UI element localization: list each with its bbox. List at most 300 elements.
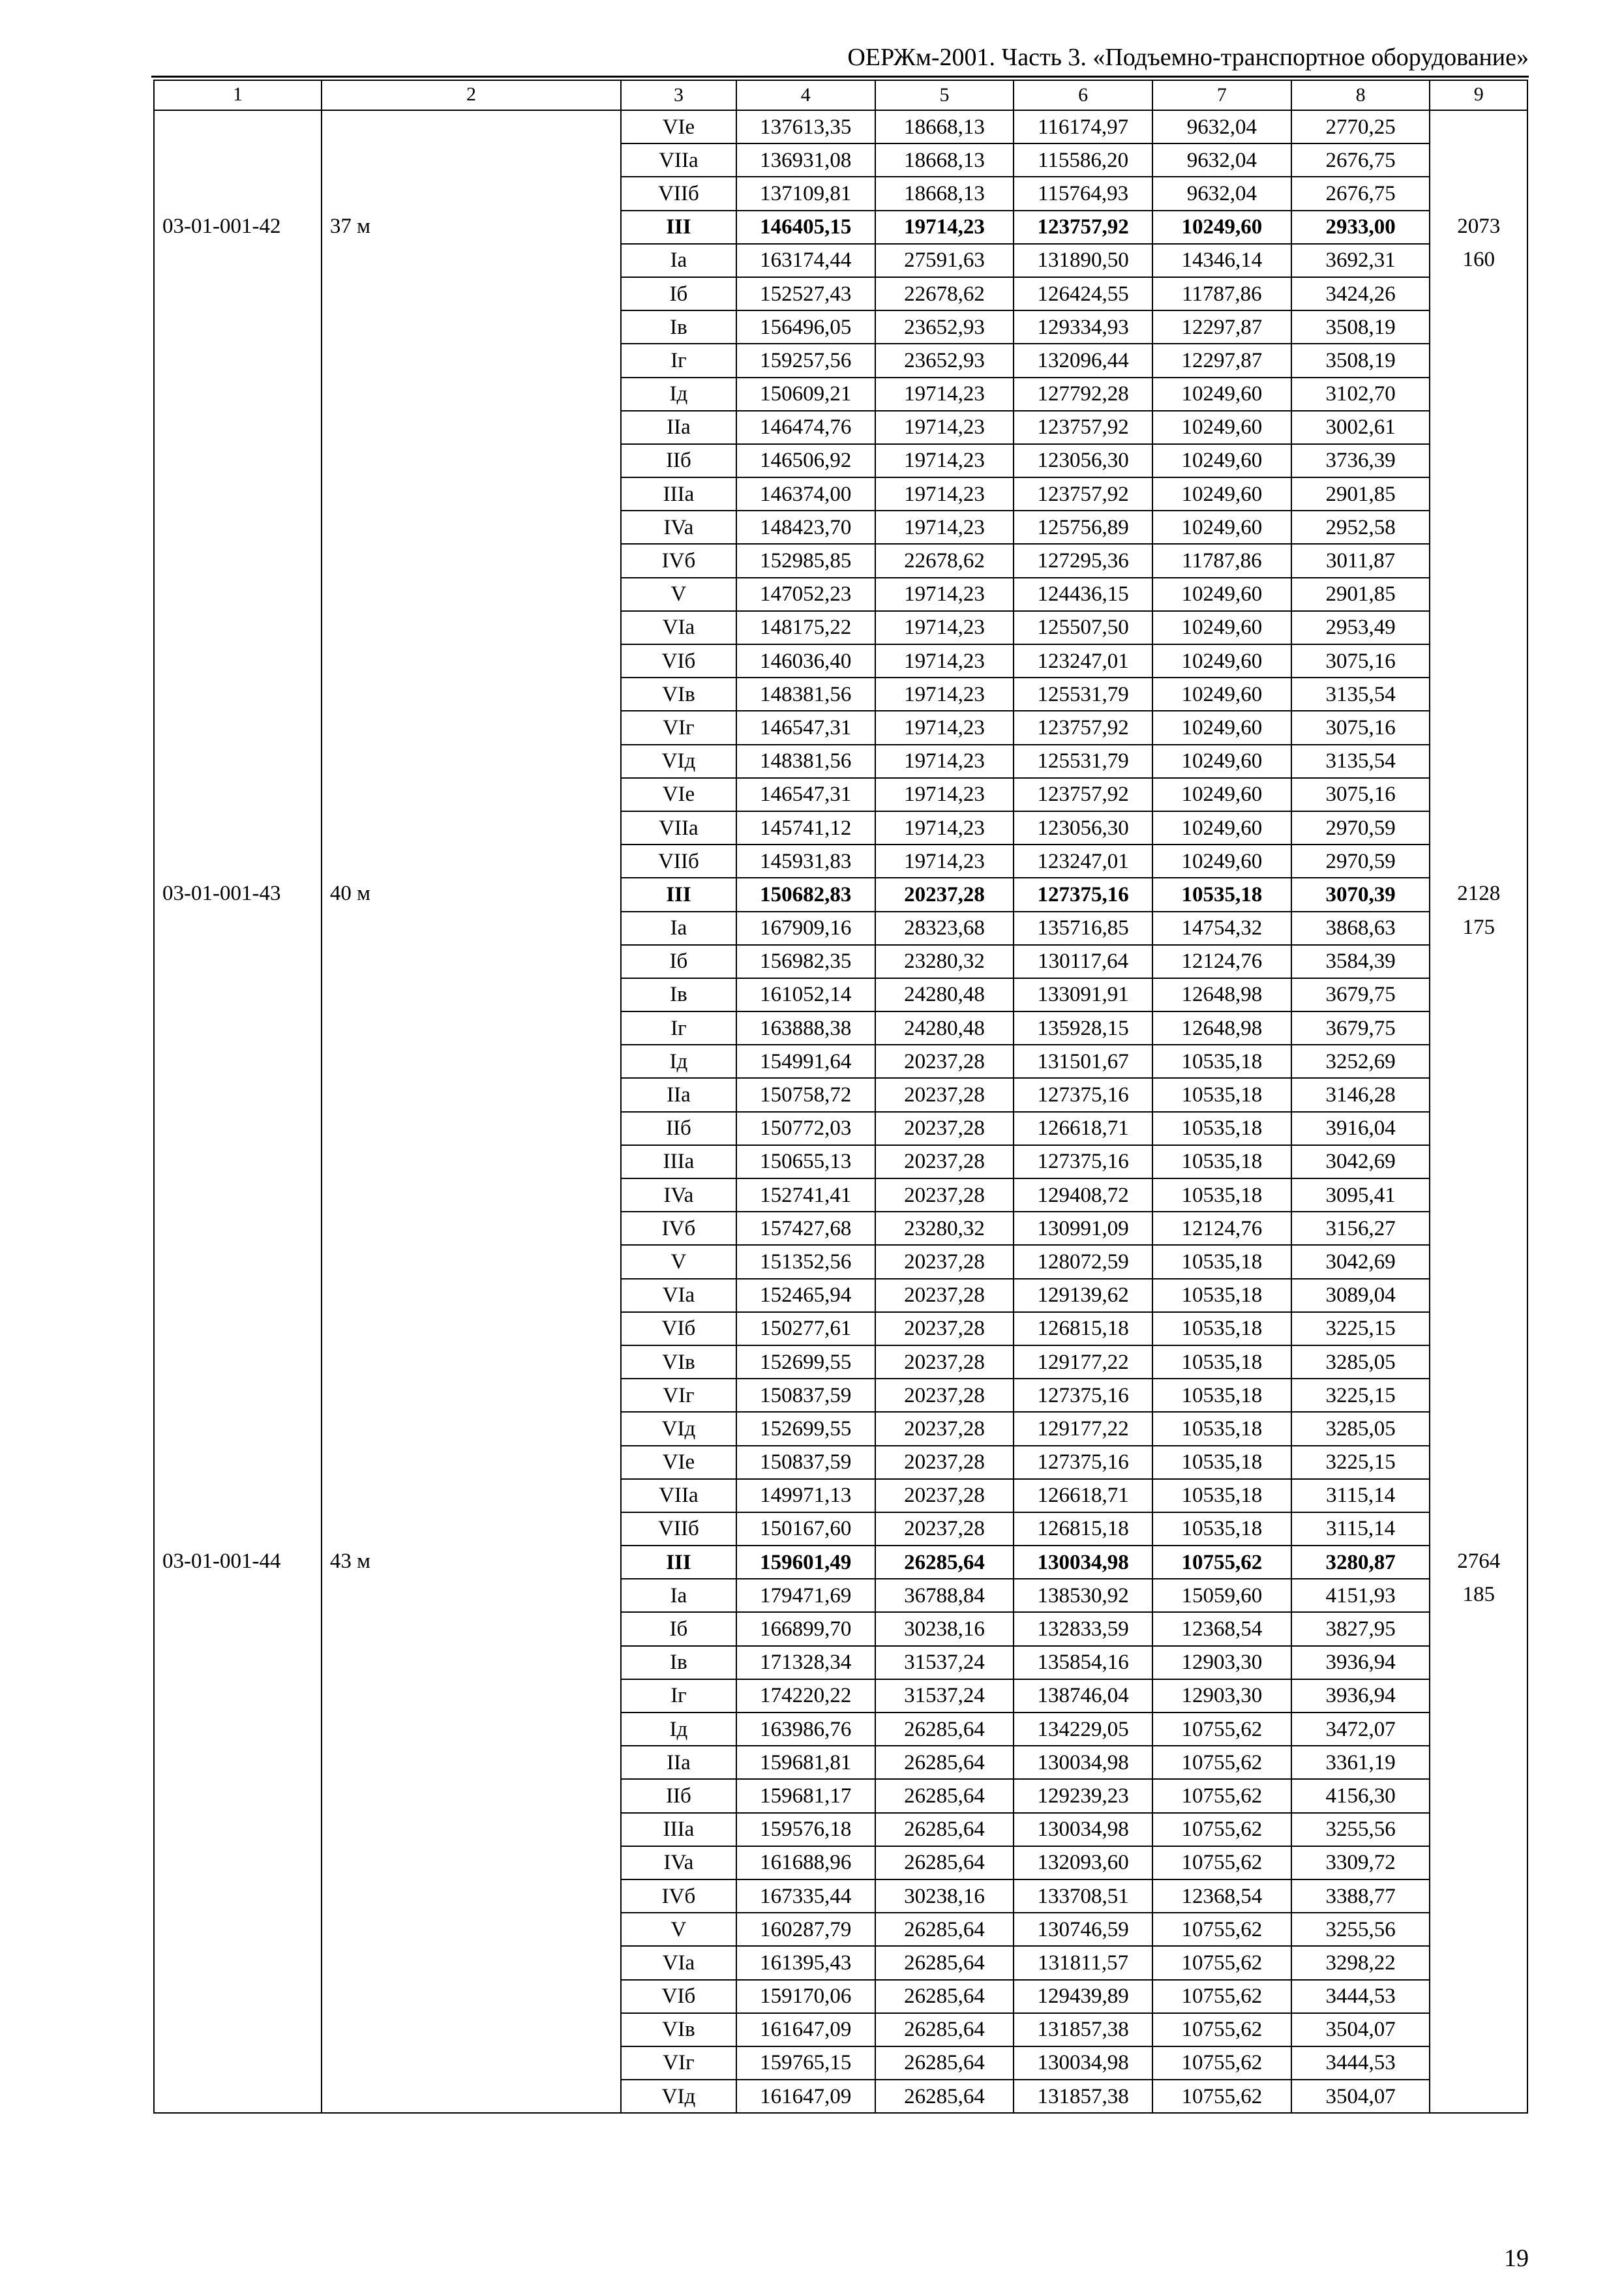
name-cell — [322, 1713, 621, 1746]
column9-cell: 2764 — [1430, 1546, 1527, 1579]
code-cell — [154, 1713, 322, 1746]
value-cell: 10249,60 — [1152, 378, 1291, 411]
value-cell: 3089,04 — [1291, 1279, 1430, 1312]
value-cell: 159681,81 — [736, 1746, 875, 1779]
value-cell: 19714,23 — [875, 611, 1014, 644]
value-cell: 128072,59 — [1014, 1245, 1152, 1278]
column-number-cell: 4 — [736, 80, 875, 110]
table-row — [154, 1913, 1527, 1946]
value-cell: 132833,59 — [1014, 1612, 1152, 1645]
variant-cell: Iв — [621, 310, 736, 344]
name-cell — [322, 745, 621, 778]
value-cell: 127375,16 — [1014, 1379, 1152, 1412]
table-row — [154, 477, 1527, 511]
value-cell: 125507,50 — [1014, 611, 1152, 644]
variant-cell: VIe — [621, 1446, 736, 1479]
value-cell: 127375,16 — [1014, 878, 1152, 911]
column9-cell — [1430, 678, 1527, 711]
value-cell: 20237,28 — [875, 1045, 1014, 1078]
table-row — [154, 344, 1527, 377]
variant-cell: Ia — [621, 1579, 736, 1612]
value-cell: 137109,81 — [736, 177, 875, 210]
value-cell: 18668,13 — [875, 110, 1014, 143]
value-cell: 157427,68 — [736, 1212, 875, 1245]
value-cell: 159681,17 — [736, 1779, 875, 1812]
value-cell: 10535,18 — [1152, 1312, 1291, 1345]
value-cell: 12368,54 — [1152, 1612, 1291, 1645]
variant-cell: VIa — [621, 1279, 736, 1312]
table-row — [154, 811, 1527, 845]
value-cell: 19714,23 — [875, 578, 1014, 611]
value-cell: 150682,83 — [736, 878, 875, 911]
code-cell — [154, 511, 322, 544]
code-cell — [154, 611, 322, 644]
table-row — [154, 411, 1527, 444]
value-cell: 161395,43 — [736, 1946, 875, 1979]
value-cell: 148381,56 — [736, 678, 875, 711]
code-cell — [154, 1512, 322, 1546]
value-cell: 3252,69 — [1291, 1045, 1430, 1078]
table-row — [154, 1512, 1527, 1546]
column9-cell — [1430, 1078, 1527, 1111]
variant-cell: VIв — [621, 2013, 736, 2046]
code-cell — [154, 310, 322, 344]
table-row — [154, 1813, 1527, 1846]
name-cell — [322, 344, 621, 377]
value-cell: 3135,54 — [1291, 745, 1430, 778]
value-cell: 3692,31 — [1291, 244, 1430, 277]
value-cell: 10249,60 — [1152, 411, 1291, 444]
value-cell: 22678,62 — [875, 544, 1014, 577]
value-cell: 2901,85 — [1291, 477, 1430, 511]
value-cell: 26285,64 — [875, 1913, 1014, 1946]
value-cell: 3508,19 — [1291, 344, 1430, 377]
value-cell: 134229,05 — [1014, 1713, 1152, 1746]
code-cell — [154, 644, 322, 678]
value-cell: 26285,64 — [875, 1779, 1014, 1812]
value-cell: 146547,31 — [736, 711, 875, 744]
value-cell: 3827,95 — [1291, 1612, 1430, 1645]
value-cell: 4151,93 — [1291, 1579, 1430, 1612]
variant-cell: IVб — [621, 1212, 736, 1245]
column9-cell — [1430, 711, 1527, 744]
column9-cell — [1430, 1846, 1527, 1879]
table-row — [154, 1112, 1527, 1145]
code-cell — [154, 244, 322, 277]
value-cell: 19714,23 — [875, 444, 1014, 477]
value-cell: 20237,28 — [875, 1279, 1014, 1312]
value-cell: 24280,48 — [875, 1011, 1014, 1045]
name-cell — [322, 1512, 621, 1546]
name-cell — [322, 1913, 621, 1946]
value-cell: 3225,15 — [1291, 1379, 1430, 1412]
code-cell — [154, 411, 322, 444]
variant-cell: VIв — [621, 678, 736, 711]
variant-cell: VIIб — [621, 1512, 736, 1546]
value-cell: 26285,64 — [875, 1713, 1014, 1746]
variant-cell: Iг — [621, 1679, 736, 1713]
value-cell: 135854,16 — [1014, 1646, 1152, 1679]
value-cell: 116174,97 — [1014, 110, 1152, 143]
code-cell — [154, 1412, 322, 1445]
value-cell: 3095,41 — [1291, 1178, 1430, 1212]
code-cell — [154, 143, 322, 177]
value-cell: 159576,18 — [736, 1813, 875, 1846]
name-cell — [322, 244, 621, 277]
value-cell: 28323,68 — [875, 912, 1014, 945]
code-cell — [154, 678, 322, 711]
name-cell — [322, 1980, 621, 2013]
value-cell: 152699,55 — [736, 1412, 875, 1445]
value-cell: 138530,92 — [1014, 1579, 1152, 1612]
value-cell: 3388,77 — [1291, 1879, 1430, 1913]
value-cell: 26285,64 — [875, 1846, 1014, 1879]
value-cell: 3042,69 — [1291, 1245, 1430, 1278]
table-row — [154, 678, 1527, 711]
value-cell: 147052,23 — [736, 578, 875, 611]
value-cell: 23652,93 — [875, 310, 1014, 344]
column9-cell — [1430, 2080, 1527, 2113]
column9-cell — [1430, 444, 1527, 477]
value-cell: 150758,72 — [736, 1078, 875, 1111]
variant-cell: VIд — [621, 1412, 736, 1445]
value-cell: 159601,49 — [736, 1546, 875, 1579]
column9-cell — [1430, 1245, 1527, 1278]
value-cell: 10535,18 — [1152, 1379, 1291, 1412]
code-cell — [154, 177, 322, 210]
value-cell: 150609,21 — [736, 378, 875, 411]
table-row — [154, 945, 1527, 978]
value-cell: 129139,62 — [1014, 1279, 1152, 1312]
value-cell: 10249,60 — [1152, 711, 1291, 744]
value-cell: 115764,93 — [1014, 177, 1152, 210]
value-cell: 30238,16 — [875, 1612, 1014, 1645]
column9-cell — [1430, 1045, 1527, 1078]
variant-cell: VIe — [621, 778, 736, 811]
value-cell: 10755,62 — [1152, 2013, 1291, 2046]
value-cell: 10535,18 — [1152, 1112, 1291, 1145]
value-cell: 3156,27 — [1291, 1212, 1430, 1245]
column9-cell: 175 — [1430, 912, 1527, 945]
value-cell: 148175,22 — [736, 611, 875, 644]
value-cell: 10249,60 — [1152, 644, 1291, 678]
value-cell: 20237,28 — [875, 1479, 1014, 1512]
value-cell: 10755,62 — [1152, 1546, 1291, 1579]
value-cell: 20237,28 — [875, 1178, 1014, 1212]
code-cell — [154, 1279, 322, 1312]
code-cell — [154, 277, 322, 310]
value-cell: 163174,44 — [736, 244, 875, 277]
name-cell — [322, 1145, 621, 1178]
value-cell: 3042,69 — [1291, 1145, 1430, 1178]
name-cell — [322, 1379, 621, 1412]
name-cell — [322, 310, 621, 344]
value-cell: 3075,16 — [1291, 778, 1430, 811]
column9-cell — [1430, 544, 1527, 577]
variant-cell: VIг — [621, 1379, 736, 1412]
variant-cell: VIб — [621, 1312, 736, 1345]
variant-cell: IIб — [621, 1112, 736, 1145]
variant-cell: VIIa — [621, 143, 736, 177]
column9-cell — [1430, 1913, 1527, 1946]
value-cell: 2952,58 — [1291, 511, 1430, 544]
value-cell: 135716,85 — [1014, 912, 1152, 945]
column9-cell — [1430, 644, 1527, 678]
value-cell: 10755,62 — [1152, 1980, 1291, 2013]
code-cell — [154, 1011, 322, 1045]
value-cell: 10249,60 — [1152, 511, 1291, 544]
value-cell: 148423,70 — [736, 511, 875, 544]
value-cell: 20237,28 — [875, 1245, 1014, 1278]
name-cell — [322, 1779, 621, 1812]
value-cell: 10755,62 — [1152, 1813, 1291, 1846]
variant-cell: Iг — [621, 1011, 736, 1045]
value-cell: 3225,15 — [1291, 1312, 1430, 1345]
code-cell — [154, 1312, 322, 1345]
value-cell: 27591,63 — [875, 244, 1014, 277]
variant-cell: VIa — [621, 1946, 736, 1979]
column-number-cell: 9 — [1430, 80, 1527, 110]
code-cell — [154, 1980, 322, 2013]
value-cell: 10755,62 — [1152, 2046, 1291, 2080]
value-cell: 30238,16 — [875, 1879, 1014, 1913]
value-cell: 3280,87 — [1291, 1546, 1430, 1579]
column9-cell — [1430, 411, 1527, 444]
table-row — [154, 845, 1527, 878]
variant-cell: VIг — [621, 711, 736, 744]
value-cell: 12903,30 — [1152, 1679, 1291, 1713]
table-row — [154, 1345, 1527, 1379]
column-number-cell: 1 — [154, 80, 322, 110]
value-cell: 123056,30 — [1014, 811, 1152, 845]
table-row — [154, 1612, 1527, 1645]
column9-cell — [1430, 1879, 1527, 1913]
column9-cell — [1430, 945, 1527, 978]
value-cell: 10249,60 — [1152, 578, 1291, 611]
value-cell: 130034,98 — [1014, 1813, 1152, 1846]
name-cell — [322, 611, 621, 644]
column9-cell — [1430, 2013, 1527, 2046]
value-cell: 9632,04 — [1152, 177, 1291, 210]
value-cell: 149971,13 — [736, 1479, 875, 1512]
column9-cell — [1430, 1946, 1527, 1979]
name-cell — [322, 578, 621, 611]
value-cell: 3444,53 — [1291, 1980, 1430, 2013]
name-cell — [322, 1746, 621, 1779]
variant-cell: Iг — [621, 344, 736, 377]
value-cell: 126815,18 — [1014, 1312, 1152, 1345]
name-cell: 40 м — [322, 878, 621, 911]
column9-cell — [1430, 1379, 1527, 1412]
name-cell: 43 м — [322, 1546, 621, 1579]
value-cell: 12368,54 — [1152, 1879, 1291, 1913]
variant-cell: Ia — [621, 244, 736, 277]
value-cell: 126618,71 — [1014, 1112, 1152, 1145]
value-cell: 146547,31 — [736, 778, 875, 811]
name-cell — [322, 778, 621, 811]
column9-cell — [1430, 1212, 1527, 1245]
name-cell — [322, 644, 621, 678]
table-row — [154, 1679, 1527, 1713]
rates-table — [153, 80, 1528, 2114]
name-cell — [322, 477, 621, 511]
value-cell: 125531,79 — [1014, 745, 1152, 778]
value-cell: 19714,23 — [875, 378, 1014, 411]
value-cell: 163888,38 — [736, 1011, 875, 1045]
value-cell: 130991,09 — [1014, 1212, 1152, 1245]
value-cell: 129334,93 — [1014, 310, 1152, 344]
value-cell: 19714,23 — [875, 811, 1014, 845]
value-cell: 31537,24 — [875, 1679, 1014, 1713]
column9-cell: 185 — [1430, 1579, 1527, 1612]
column9-cell — [1430, 1178, 1527, 1212]
value-cell: 150167,60 — [736, 1512, 875, 1546]
column9-cell — [1430, 1612, 1527, 1645]
variant-cell: IVб — [621, 1879, 736, 1913]
code-cell — [154, 378, 322, 411]
column9-cell: 2128 — [1430, 878, 1527, 911]
code-cell — [154, 1679, 322, 1713]
name-cell — [322, 1479, 621, 1512]
variant-cell: IVa — [621, 1846, 736, 1879]
code-cell — [154, 778, 322, 811]
value-cell: 10249,60 — [1152, 845, 1291, 878]
value-cell: 12297,87 — [1152, 344, 1291, 377]
name-cell — [322, 1045, 621, 1078]
name-cell — [322, 2080, 621, 2113]
code-cell — [154, 1112, 322, 1145]
value-cell: 146506,92 — [736, 444, 875, 477]
code-cell — [154, 2046, 322, 2080]
value-cell: 123757,92 — [1014, 778, 1152, 811]
table-row — [154, 310, 1527, 344]
value-cell: 3936,94 — [1291, 1646, 1430, 1679]
variant-cell: Iб — [621, 1612, 736, 1645]
value-cell: 179471,69 — [736, 1579, 875, 1612]
value-cell: 2901,85 — [1291, 578, 1430, 611]
variant-cell: IIa — [621, 411, 736, 444]
value-cell: 12297,87 — [1152, 310, 1291, 344]
name-cell — [322, 1178, 621, 1212]
value-cell: 130746,59 — [1014, 1913, 1152, 1946]
header-rule — [151, 76, 1529, 78]
value-cell: 115586,20 — [1014, 143, 1152, 177]
value-cell: 26285,64 — [875, 2080, 1014, 2113]
table-row — [154, 177, 1527, 210]
code-cell — [154, 1379, 322, 1412]
value-cell: 12903,30 — [1152, 1646, 1291, 1679]
value-cell: 3936,94 — [1291, 1679, 1430, 1713]
code-cell — [154, 1345, 322, 1379]
name-cell — [322, 711, 621, 744]
table-row — [154, 244, 1527, 277]
column9-cell — [1430, 1011, 1527, 1045]
table-row — [154, 745, 1527, 778]
table-row — [154, 1746, 1527, 1779]
value-cell: 20237,28 — [875, 1446, 1014, 1479]
value-cell: 10249,60 — [1152, 444, 1291, 477]
variant-cell: VIIб — [621, 177, 736, 210]
value-cell: 3115,14 — [1291, 1512, 1430, 1546]
value-cell: 131501,67 — [1014, 1045, 1152, 1078]
column9-cell — [1430, 578, 1527, 611]
value-cell: 2933,00 — [1291, 211, 1430, 244]
value-cell: 3285,05 — [1291, 1345, 1430, 1379]
value-cell: 3361,19 — [1291, 1746, 1430, 1779]
column9-cell — [1430, 1679, 1527, 1713]
variant-cell: VIб — [621, 644, 736, 678]
column-number-cell: 3 — [621, 80, 736, 110]
name-cell — [322, 845, 621, 878]
value-cell: 2970,59 — [1291, 811, 1430, 845]
value-cell: 167335,44 — [736, 1879, 875, 1913]
table-row — [154, 1379, 1527, 1412]
table-row — [154, 1579, 1527, 1612]
value-cell: 2676,75 — [1291, 143, 1430, 177]
value-cell: 137613,35 — [736, 110, 875, 143]
value-cell: 10249,60 — [1152, 477, 1291, 511]
value-cell: 146474,76 — [736, 411, 875, 444]
value-cell: 131890,50 — [1014, 244, 1152, 277]
column9-cell — [1430, 1512, 1527, 1546]
code-cell — [154, 1779, 322, 1812]
name-cell — [322, 444, 621, 477]
value-cell: 130034,98 — [1014, 1746, 1152, 1779]
value-cell: 145741,12 — [736, 811, 875, 845]
column9-cell — [1430, 310, 1527, 344]
value-cell: 3075,16 — [1291, 644, 1430, 678]
value-cell: 12648,98 — [1152, 978, 1291, 1011]
code-cell — [154, 1045, 322, 1078]
code-cell — [154, 477, 322, 511]
column9-cell — [1430, 344, 1527, 377]
value-cell: 10249,60 — [1152, 745, 1291, 778]
value-cell: 10535,18 — [1152, 1178, 1291, 1212]
name-cell: 37 м — [322, 211, 621, 244]
value-cell: 123757,92 — [1014, 211, 1152, 244]
value-cell: 10535,18 — [1152, 1345, 1291, 1379]
name-cell — [322, 511, 621, 544]
value-cell: 20237,28 — [875, 1145, 1014, 1178]
value-cell: 9632,04 — [1152, 110, 1291, 143]
code-cell — [154, 544, 322, 577]
value-cell: 123757,92 — [1014, 411, 1152, 444]
value-cell: 152465,94 — [736, 1279, 875, 1312]
table-row — [154, 2080, 1527, 2113]
value-cell: 24280,48 — [875, 978, 1014, 1011]
table-row — [154, 143, 1527, 177]
value-cell: 19714,23 — [875, 477, 1014, 511]
code-cell — [154, 1145, 322, 1178]
value-cell: 20237,28 — [875, 1345, 1014, 1379]
value-cell: 26285,64 — [875, 1946, 1014, 1979]
value-cell: 130034,98 — [1014, 2046, 1152, 2080]
column9-cell — [1430, 1279, 1527, 1312]
table-row — [154, 1846, 1527, 1879]
code-cell — [154, 1579, 322, 1612]
variant-cell: VIг — [621, 2046, 736, 2080]
column9-cell — [1430, 1813, 1527, 1846]
value-cell: 22678,62 — [875, 277, 1014, 310]
value-cell: 10535,18 — [1152, 878, 1291, 911]
value-cell: 151352,56 — [736, 1245, 875, 1278]
value-cell: 161647,09 — [736, 2013, 875, 2046]
value-cell: 152985,85 — [736, 544, 875, 577]
value-cell: 10535,18 — [1152, 1512, 1291, 1546]
value-cell: 123757,92 — [1014, 477, 1152, 511]
value-cell: 3135,54 — [1291, 678, 1430, 711]
value-cell: 127792,28 — [1014, 378, 1152, 411]
